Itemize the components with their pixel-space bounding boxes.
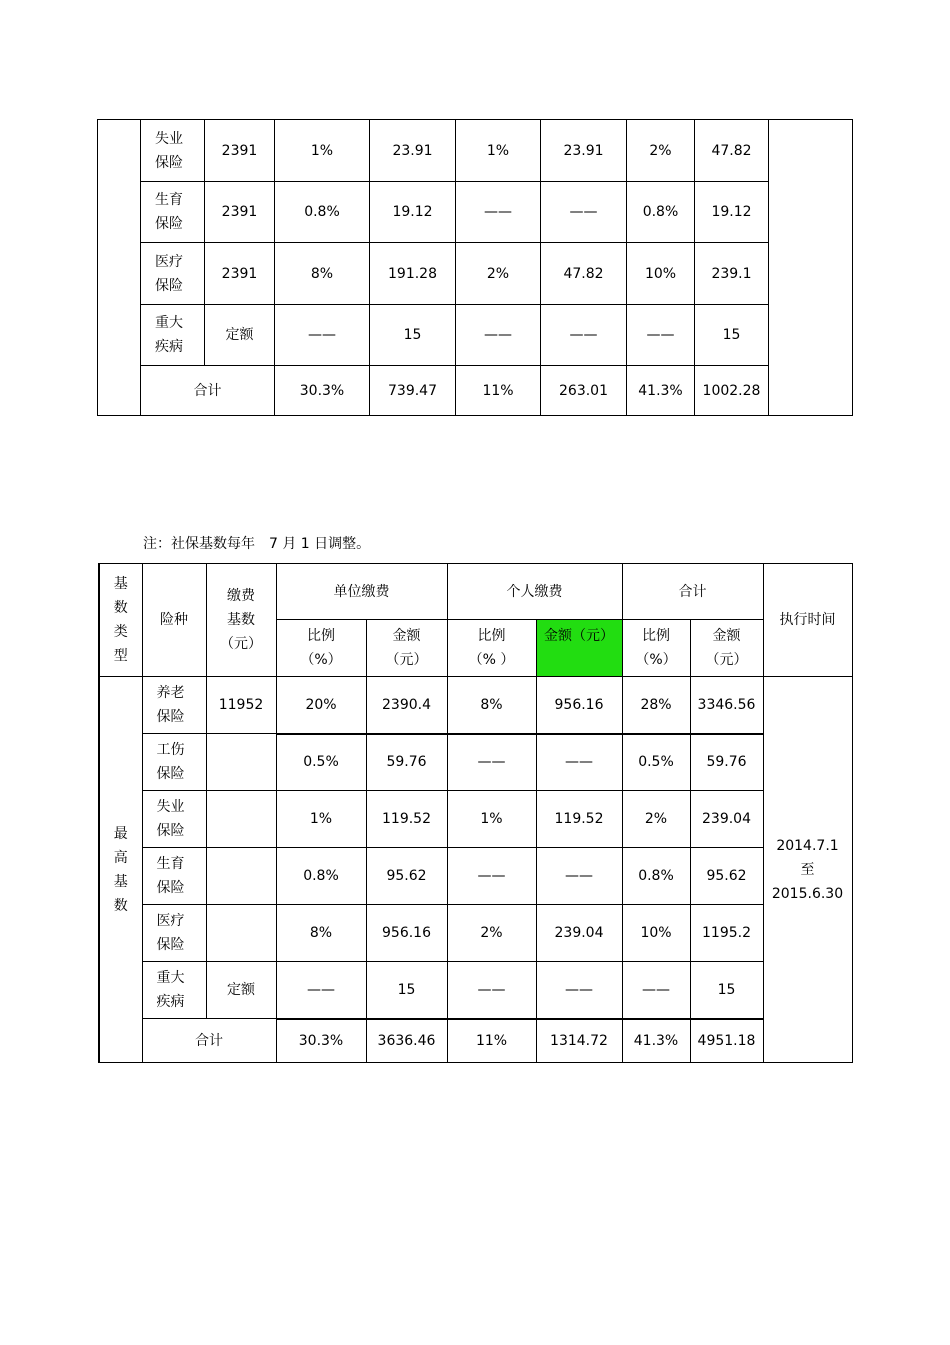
contribution-table-continued [97,119,853,416]
total-amount-cell: 3346.56 [690,677,763,734]
personal-rate-cell: 11% [456,366,541,416]
personal-amount-cell: 119.52 [536,791,622,848]
unit-amount-cell: 23.91 [370,120,456,182]
unit-rate-cell: 30.3% [275,366,370,416]
total-amount-cell: 15 [690,962,763,1019]
unit-amount-cell: 15 [366,962,447,1019]
base-type-value: 最 高 基 数 [99,677,142,1063]
personal-amount-cell: —— [541,305,627,366]
unit-header: 单位缴费 [276,564,447,620]
unit-amount-cell: 59.76 [366,734,447,791]
unit-rate-cell: 1% [276,791,366,848]
total-rate-header: 比例 （%） [622,620,690,677]
table-row [98,120,853,182]
max-base-contribution-table [98,563,853,1063]
insurance-name: 失业 保险 [142,791,206,848]
base-type-cell [98,120,141,416]
base-cell [206,905,276,962]
total-amount-cell: 59.76 [690,734,763,791]
unit-amount-header: 金额 （元） [366,620,447,677]
personal-header: 个人缴费 [447,564,622,620]
total-rate-cell: 0.5% [622,734,690,791]
unit-rate-cell: 20% [276,677,366,734]
personal-rate-cell: —— [447,848,536,905]
base-cell [206,791,276,848]
personal-amount-cell: —— [536,848,622,905]
base-cell: 2391 [205,182,275,243]
personal-amount-cell: 1314.72 [536,1019,622,1063]
personal-amount-cell: 47.82 [541,243,627,305]
unit-rate-cell: 0.8% [276,848,366,905]
insurance-name: 重大 疾病 [141,305,205,366]
unit-amount-cell: 15 [370,305,456,366]
unit-amount-cell: 2390.4 [366,677,447,734]
personal-amount-cell: —— [536,962,622,1019]
total-rate-cell: 0.8% [627,182,695,243]
insurance-name: 工伤 保险 [142,734,206,791]
base-cell [206,848,276,905]
note-text: 注：社保基数每年 7 月 1 日调整。 [143,536,371,552]
base-header: 缴费 基数 （元） [206,564,276,677]
unit-rate-cell: —— [275,305,370,366]
total-amount-cell: 1002.28 [695,366,769,416]
personal-rate-cell: 1% [447,791,536,848]
table-row [99,734,852,791]
total-rate-cell: 0.8% [622,848,690,905]
personal-rate-cell: 2% [456,243,541,305]
total-label: 合计 [141,366,275,416]
total-row [99,1019,852,1063]
exec-time-header: 执行时间 [763,564,852,677]
total-rate-cell: 41.3% [622,1019,690,1063]
personal-amount-header: 金额（元） [536,620,622,677]
total-amount-cell: 15 [695,305,769,366]
table-row [99,791,852,848]
personal-amount-cell: 23.91 [541,120,627,182]
total-rate-cell: 41.3% [627,366,695,416]
total-rate-cell: 2% [627,120,695,182]
personal-amount-cell: —— [536,734,622,791]
base-cell: 2391 [205,120,275,182]
unit-amount-cell: 19.12 [370,182,456,243]
personal-rate-header: 比例 （% ） [447,620,536,677]
exec-time-value: 2014.7.1 至 2015.6.30 [763,677,852,1063]
table-row [98,305,853,366]
insurance-name: 失业 保险 [141,120,205,182]
table-row [99,848,852,905]
personal-rate-cell: —— [447,734,536,791]
table-row [98,243,853,305]
insurance-name: 医疗 保险 [142,905,206,962]
total-amount-cell: 239.04 [690,791,763,848]
total-rate-cell: —— [622,962,690,1019]
unit-rate-cell: 1% [275,120,370,182]
personal-amount-cell: —— [541,182,627,243]
total-rate-cell: 10% [627,243,695,305]
total-header: 合计 [622,564,763,620]
unit-rate-header: 比例 （%） [276,620,366,677]
total-amount-cell: 239.1 [695,243,769,305]
total-amount-cell: 47.82 [695,120,769,182]
exec-time-cell [769,120,853,416]
total-amount-cell: 4951.18 [690,1019,763,1063]
insurance-name: 重大 疾病 [142,962,206,1019]
unit-amount-cell: 3636.46 [366,1019,447,1063]
personal-rate-cell: 8% [447,677,536,734]
total-rate-cell: —— [627,305,695,366]
unit-rate-cell: 30.3% [276,1019,366,1063]
total-amount-cell: 1195.2 [690,905,763,962]
unit-amount-cell: 95.62 [366,848,447,905]
unit-rate-cell: 8% [276,905,366,962]
table-row [98,182,853,243]
unit-amount-cell: 119.52 [366,791,447,848]
base-cell: 定额 [206,962,276,1019]
total-row [98,366,853,416]
insurance-name: 养老 保险 [142,677,206,734]
total-rate-cell: 2% [622,791,690,848]
insurance-name: 生育 保险 [142,848,206,905]
unit-amount-cell: 956.16 [366,905,447,962]
total-amount-header: 金额 （元） [690,620,763,677]
base-cell: 定额 [205,305,275,366]
unit-amount-cell: 191.28 [370,243,456,305]
personal-rate-cell: 1% [456,120,541,182]
table-row [99,905,852,962]
total-amount-cell: 95.62 [690,848,763,905]
personal-rate-cell: —— [456,305,541,366]
base-type-header: 基 数 类 型 [99,564,142,677]
personal-amount-cell: 956.16 [536,677,622,734]
unit-rate-cell: 0.5% [276,734,366,791]
base-cell: 2391 [205,243,275,305]
personal-rate-cell: —— [456,182,541,243]
personal-amount-cell: 239.04 [536,905,622,962]
header-row [99,564,852,620]
base-cell [206,734,276,791]
total-rate-cell: 28% [622,677,690,734]
total-rate-cell: 10% [622,905,690,962]
insurance-header: 险种 [142,564,206,677]
total-amount-cell: 19.12 [695,182,769,243]
insurance-name: 医疗 保险 [141,243,205,305]
personal-rate-cell: —— [447,962,536,1019]
base-cell: 11952 [206,677,276,734]
personal-amount-cell: 263.01 [541,366,627,416]
unit-amount-cell: 739.47 [370,366,456,416]
total-label: 合计 [142,1019,276,1063]
table-row [99,677,852,734]
unit-rate-cell: —— [276,962,366,1019]
insurance-name: 生育 保险 [141,182,205,243]
personal-rate-cell: 2% [447,905,536,962]
unit-rate-cell: 8% [275,243,370,305]
personal-rate-cell: 11% [447,1019,536,1063]
unit-rate-cell: 0.8% [275,182,370,243]
table-row [99,962,852,1019]
